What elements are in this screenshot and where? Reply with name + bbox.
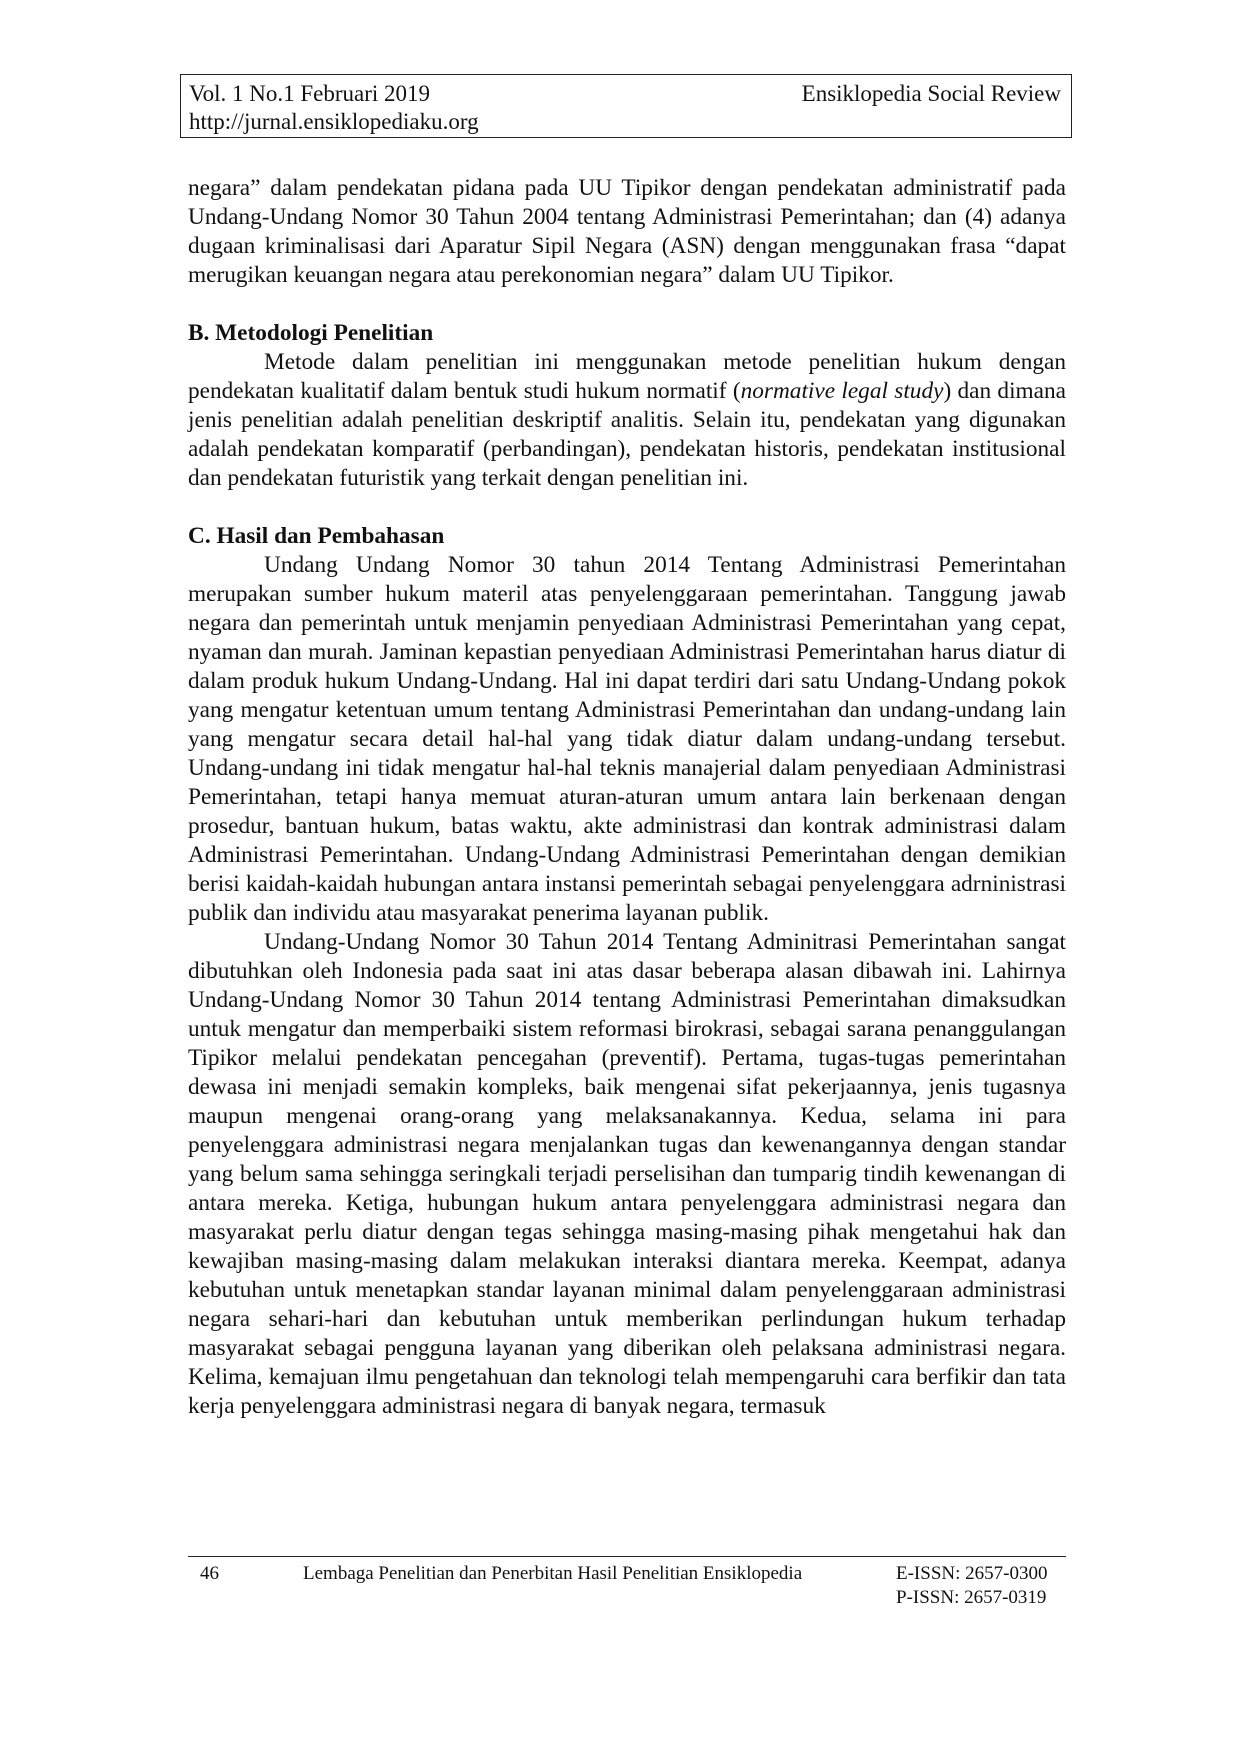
- journal-title: Ensiklopedia Social Review: [801, 81, 1061, 106]
- continuation-paragraph: negara” dalam pendekatan pidana pada UU Tipikor dengan pendekatan administratif pada Undang-Undang Nomor 30 Tahun 2004 tentang Administrasi Pemerintahan; dan (4) adanya dugaan kriminalisasi dari Aparatur Sipil Negara (ASN) dengan menggunakan frasa “dapat merugikan keuangan negara atau perekonomian negara” dalam UU Tipikor.: [188, 175, 1066, 288]
- page-body: [188, 174, 1066, 1421]
- pissn: P-ISSN: 2657-0319: [896, 1587, 1047, 1608]
- page-number: 46: [200, 1563, 219, 1584]
- section-heading-results: C. Hasil dan Pembahasan: [188, 523, 445, 549]
- results-paragraph-2: Undang-Undang Nomor 30 Tahun 2014 Tentang Adminitrasi Pemerintahan sangat dibutuhkan oleh Indonesia pada saat ini atas dasar beberapa alasan dibawah ini. Lahirnya Undang-Undang Nomor 30 Tahun 2014 tentang Administrasi Pemerintahan dimaksudkan untuk mengatur dan memperbaiki sistem reformasi birokrasi, sebagai sarana penanggulangan Tipikor melalui pendekatan pencegahan (preventif). Pertama, tugas-tugas pemerintahan dewasa ini menjadi semakin kompleks, baik mengenai sifat pekerjaannya, jenis tugasnya maupun mengenai orang-orang yang melaksanakannya. Kedua, selama ini para penyelenggara administrasi negara menjalankan tugas dan kewenangannya dengan standar yang belum sama sehingga seringkali terjadi perselisihan dan tumparig tindih kewenangan di antara mereka. Ketiga, hubungan hukum antara penyelenggara administrasi negara dan masyarakat perlu diatur dengan tegas sehingga masing-masing pihak mengetahui hak dan kewajiban masing-masing dalam melakukan interaksi diantara mereka. Keempat, adanya kebutuhan untuk menetapkan standar layanan minimal dalam penyelenggaraan administrasi negara sehari-hari dan kebutuhan untuk memberikan perlindungan hukum terhadap masyarakat sebagai pengguna layanan yang diberikan oleh pelaksana administrasi negara. Kelima, kemajuan ilmu pengetahuan dan teknologi telah mempengaruhi cara berfikir dan tata kerja penyelenggara administrasi negara di banyak negara, termasuk: [188, 929, 1066, 1419]
- running-header: [180, 74, 1072, 138]
- section-heading-methodology: B. Metodologi Penelitian: [188, 320, 434, 346]
- volume-info: Vol. 1 No.1 Februari 2019: [189, 81, 431, 106]
- footer-institution: Lembaga Penelitian dan Penerbitan Hasil Penelitian Ensiklopedia: [303, 1563, 803, 1584]
- footer-issn: [896, 1562, 1047, 1610]
- methodology-paragraph: [188, 348, 1066, 493]
- methodology-text-before: Metode dalam penelitian ini menggunakan metode penelitian hukum dengan pendekatan kualitatif dalam bentuk studi hukum normatif (: [188, 349, 1066, 404]
- results-paragraph-1: Undang Undang Nomor 30 tahun 2014 Tentang Administrasi Pemerintahan merupakan sumber hukum materil atas penyelenggaraan pemerintahan. Tanggung jawab negara dan pemerintah untuk menjamin penyediaan Administrasi Pemerintahan yang cepat, nyaman dan murah. Jaminan kepastian penyediaan Administrasi Pemerintahan harus diatur di dalam produk hukum Undang-Undang. Hal ini dapat terdiri dari satu Undang-Undang pokok yang mengatur ketentuan umum tentang Administrasi Pemerintahan dan undang-undang lain yang mengatur secara detail hal-hal yang tidak diatur dalam undang-undang tersebut. Undang-undang ini tidak mengatur hal-hal teknis manajerial dalam penyediaan Administrasi Pemerintahan, tetapi hanya memuat aturan-aturan umum antara lain berkenaan dengan prosedur, bantuan hukum, batas waktu, akte administrasi dan kontrak administrasi dalam Administrasi Pemerintahan. Undang-Undang Administrasi Pemerintahan dengan demikian berisi kaidah-kaidah hubungan antara instansi pemerintah sebagai penyelenggara adrninistrasi publik dan individu atau masyarakat penerima layanan publik.: [188, 552, 1066, 926]
- methodology-italic-term: normative legal study: [740, 378, 944, 404]
- footer-divider: [188, 1556, 1066, 1557]
- journal-url: http://jurnal.ensiklopediaku.org: [189, 109, 479, 134]
- eissn: E-ISSN: 2657-0300: [896, 1563, 1048, 1584]
- methodology-text-after: ) dan dimana jenis penelitian adalah penelitian deskriptif analitis. Selain itu, pendekatan yang digunakan adalah pendekatan komparatif (perbandingan), pendekatan historis, pendekatan institusional dan pendekatan futuristik yang terkait dengan penelitian ini.: [188, 378, 1067, 491]
